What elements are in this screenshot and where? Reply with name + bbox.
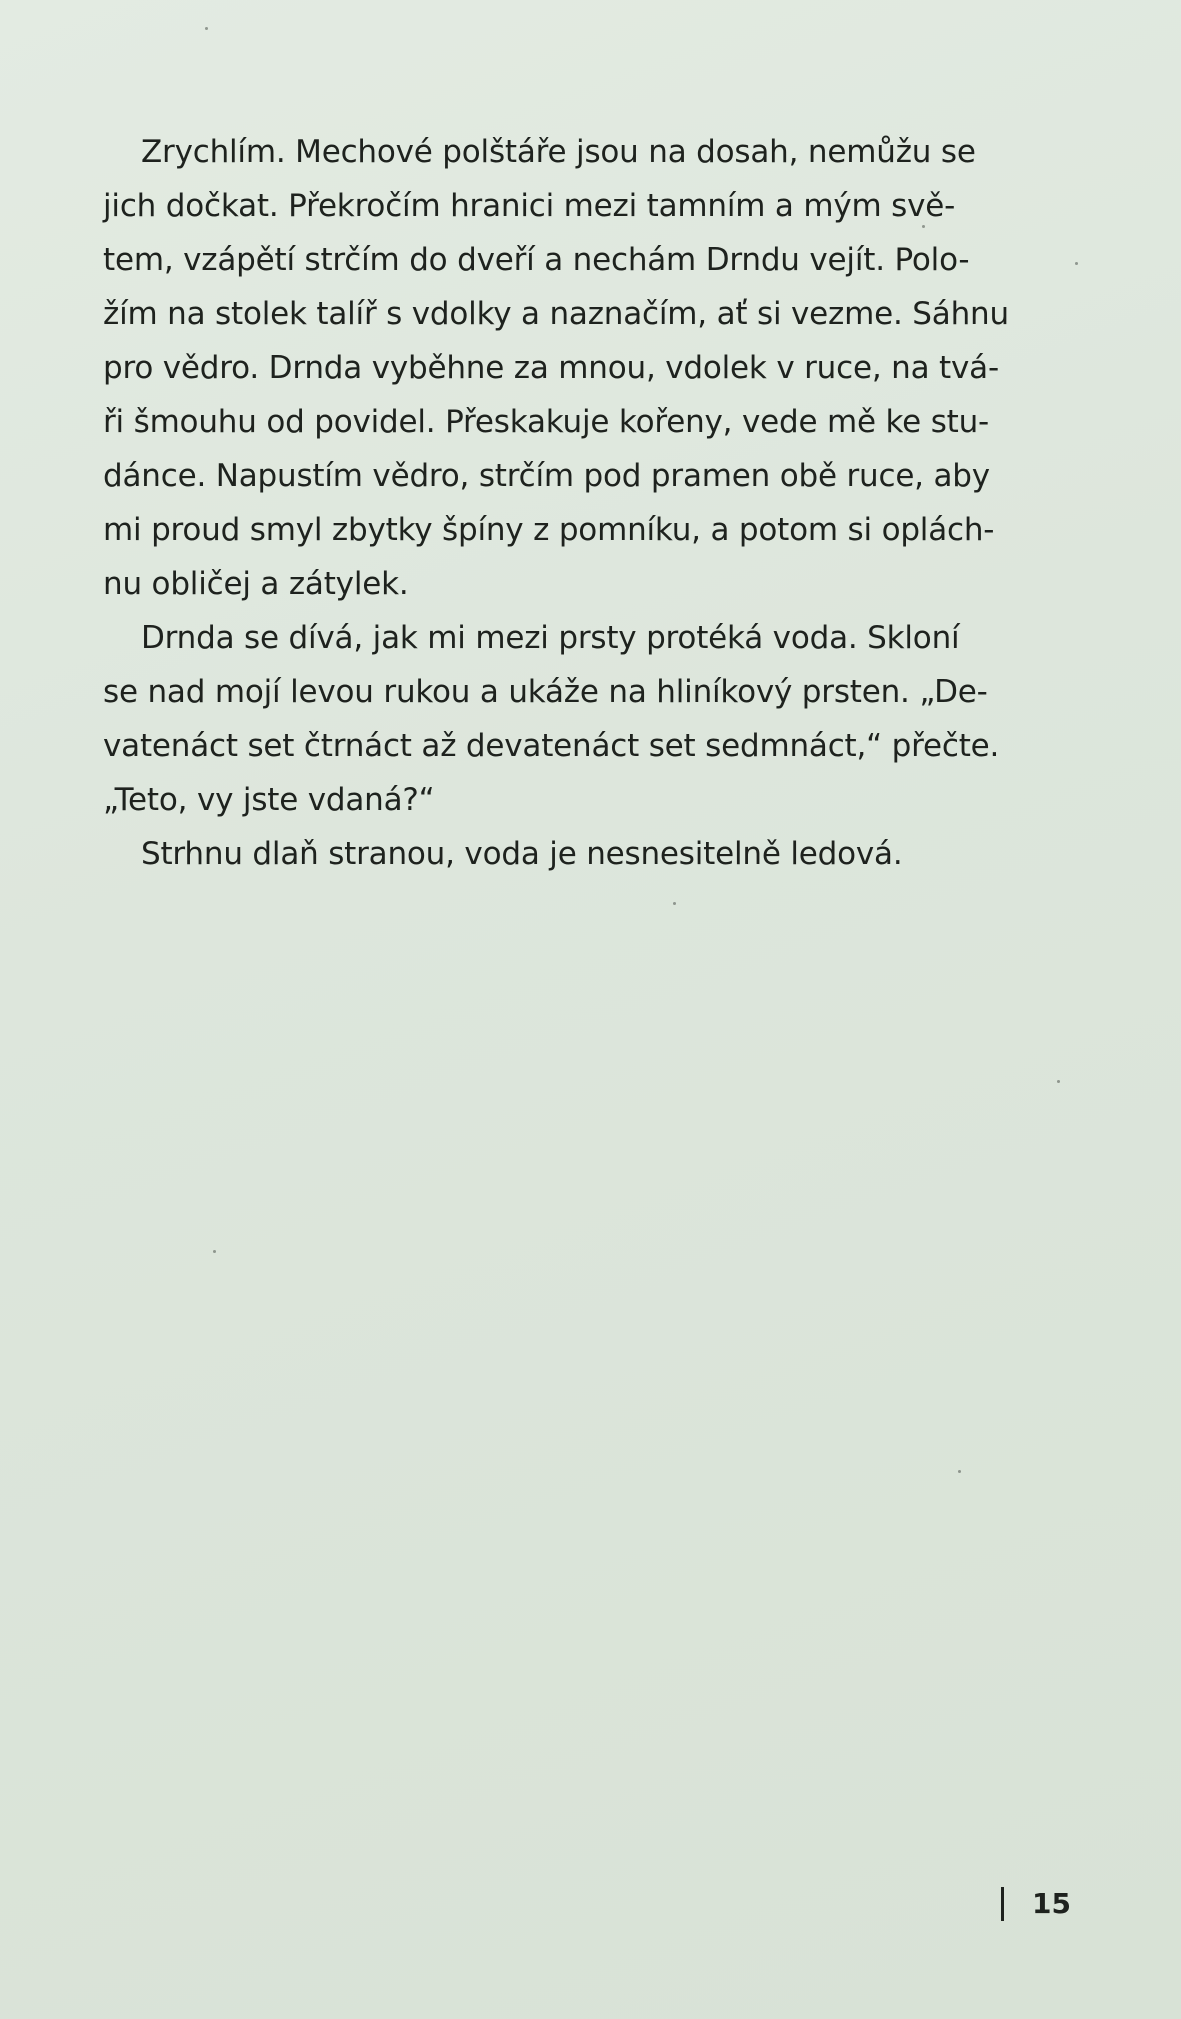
paper-speck (1075, 262, 1078, 265)
paper-speck (213, 1250, 216, 1253)
footer-rule (1001, 1887, 1004, 1921)
text-line: se nad mojí levou rukou a ukáže na hliníkový prsten. „De- (103, 674, 988, 710)
text-line: jich dočkat. Překročím hranici mezi tamním a mým svě- (103, 188, 956, 224)
text-line: ři šmouhu od povidel. Přeskakuje kořeny, vede mě ke stu- (103, 404, 990, 440)
paper-speck (673, 902, 676, 905)
text-line: nu obličej a zátylek. (103, 566, 409, 602)
text-line: Drnda se dívá, jak mi mezi prsty protéká voda. Skloní (141, 620, 960, 656)
page-number: 15 (1032, 1887, 1071, 1920)
paper-speck (922, 225, 925, 228)
page-footer (1001, 1887, 1071, 1921)
text-line: pro vědro. Drnda vyběhne za mnou, vdolek v ruce, na tvá- (103, 350, 999, 386)
paper-speck (1057, 1080, 1060, 1083)
paper-speck (958, 1470, 961, 1473)
text-line: tem, vzápětí strčím do dveří a nechám Drndu vejít. Polo- (103, 242, 970, 278)
text-line: „Teto, vy jste vdaná?“ (103, 782, 435, 818)
text-line: dánce. Napustím vědro, strčím pod pramen obě ruce, aby (103, 458, 990, 494)
text-line: mi proud smyl zbytky špíny z pomníku, a potom si oplách- (103, 512, 995, 548)
text-line: Strhnu dlaň stranou, voda je nesnesitelně ledová. (141, 836, 903, 872)
text-line: vatenáct set čtrnáct až devatenáct set sedmnáct,“ přečte. (103, 728, 1000, 764)
text-line: žím na stolek talíř s vdolky a naznačím, ať si vezme. Sáhnu (103, 296, 1009, 332)
text-line: Zrychlím. Mechové polštáře jsou na dosah, nemůžu se (141, 134, 976, 170)
paper-speck (205, 27, 208, 30)
body-text (103, 125, 1073, 881)
